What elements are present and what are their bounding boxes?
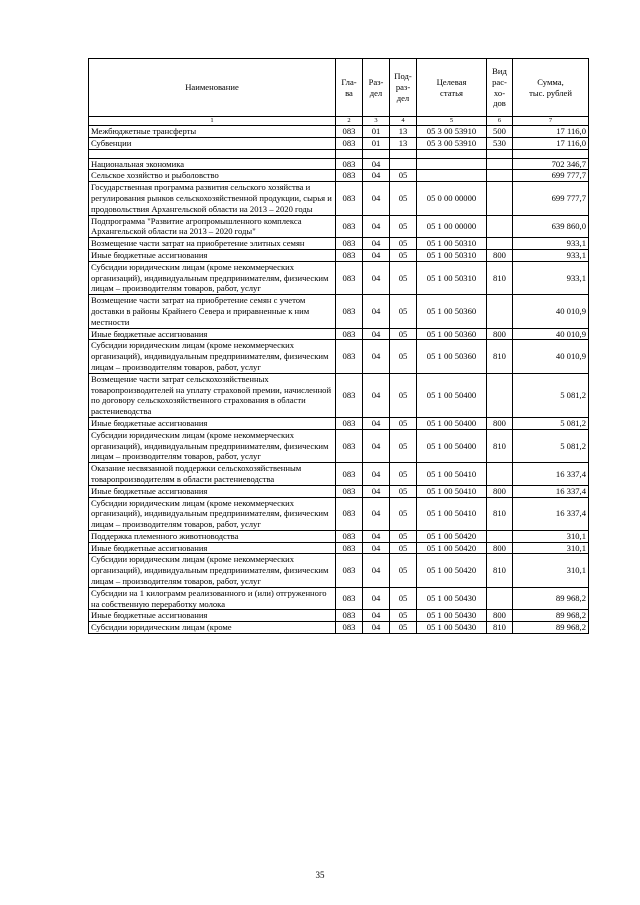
row-section: 04 xyxy=(363,249,390,261)
row-sum: 89 968,2 xyxy=(513,587,589,610)
table-row xyxy=(89,295,589,328)
row-kind: 800 xyxy=(487,249,513,261)
spacer-cell xyxy=(487,149,513,158)
row-target: 05 1 00 50360 xyxy=(417,295,487,328)
row-chapter: 083 xyxy=(336,485,363,497)
row-section: 04 xyxy=(363,497,390,530)
row-name: Возмещение части затрат на приобретение элитных семян xyxy=(89,238,336,250)
row-subsection: 05 xyxy=(390,238,417,250)
row-kind xyxy=(487,530,513,542)
row-target: 05 1 00 50430 xyxy=(417,622,487,634)
row-kind xyxy=(487,158,513,170)
column-number: 5 xyxy=(417,117,487,126)
row-sum: 310,1 xyxy=(513,530,589,542)
row-name: Иные бюджетные ассигнования xyxy=(89,328,336,340)
column-number-row xyxy=(89,117,589,126)
row-kind: 810 xyxy=(487,497,513,530)
header-name: Наименование xyxy=(89,59,336,117)
row-subsection: 05 xyxy=(390,261,417,294)
row-subsection: 05 xyxy=(390,429,417,462)
row-sum: 310,1 xyxy=(513,554,589,587)
column-number: 7 xyxy=(513,117,589,126)
table-row xyxy=(89,485,589,497)
row-name: Иные бюджетные ассигнования xyxy=(89,542,336,554)
row-kind xyxy=(487,182,513,215)
row-subsection: 05 xyxy=(390,497,417,530)
row-target: 05 1 00 50310 xyxy=(417,261,487,294)
row-chapter: 083 xyxy=(336,373,363,417)
row-name: Поддержка племенного животноводства xyxy=(89,530,336,542)
row-chapter: 083 xyxy=(336,249,363,261)
row-section: 04 xyxy=(363,295,390,328)
table-row xyxy=(89,238,589,250)
row-target: 05 1 00 50400 xyxy=(417,417,487,429)
row-name: Возмещение части затрат сельскохозяйственных товаропроизводителей на уплату страховой премии, начисленной по договору сельскохозяйственного страхования в области растениеводства xyxy=(89,373,336,417)
row-section: 04 xyxy=(363,340,390,373)
row-subsection: 05 xyxy=(390,463,417,486)
row-chapter: 083 xyxy=(336,622,363,634)
row-target: 05 1 00 50410 xyxy=(417,463,487,486)
spacer-cell xyxy=(336,149,363,158)
row-subsection: 05 xyxy=(390,485,417,497)
row-chapter: 083 xyxy=(336,542,363,554)
row-subsection: 05 xyxy=(390,622,417,634)
row-sum: 16 337,4 xyxy=(513,463,589,486)
row-sum: 5 081,2 xyxy=(513,429,589,462)
row-section: 04 xyxy=(363,463,390,486)
column-number: 4 xyxy=(390,117,417,126)
table-row xyxy=(89,429,589,462)
row-section: 04 xyxy=(363,429,390,462)
row-chapter: 083 xyxy=(336,261,363,294)
table-row xyxy=(89,328,589,340)
row-subsection: 05 xyxy=(390,554,417,587)
row-target: 05 1 00 00000 xyxy=(417,215,487,238)
row-sum: 16 337,4 xyxy=(513,485,589,497)
row-section: 01 xyxy=(363,126,390,138)
header-section: Раз- дел xyxy=(363,59,390,117)
header-sum: Сумма, тыс. рублей xyxy=(513,59,589,117)
row-name: Субвенции xyxy=(89,137,336,149)
row-section: 04 xyxy=(363,170,390,182)
row-kind: 800 xyxy=(487,328,513,340)
row-target: 05 1 00 50360 xyxy=(417,340,487,373)
spacer-cell xyxy=(417,149,487,158)
row-sum: 40 010,9 xyxy=(513,295,589,328)
table-row xyxy=(89,340,589,373)
row-kind xyxy=(487,215,513,238)
row-sum: 5 081,2 xyxy=(513,373,589,417)
row-target: 05 1 00 50420 xyxy=(417,542,487,554)
row-name: Иные бюджетные ассигнования xyxy=(89,610,336,622)
row-target: 05 1 00 50430 xyxy=(417,610,487,622)
row-chapter: 083 xyxy=(336,170,363,182)
row-name: Субсидии юридическим лицам (кроме некоммерческих организаций), индивидуальным предпринимателям, физическим лицам – производителям товаров, работ, услуг xyxy=(89,261,336,294)
row-kind: 810 xyxy=(487,261,513,294)
table-row xyxy=(89,158,589,170)
row-subsection xyxy=(390,158,417,170)
row-subsection: 05 xyxy=(390,215,417,238)
row-chapter: 083 xyxy=(336,182,363,215)
row-name: Субсидии юридическим лицам (кроме некоммерческих организаций), индивидуальным предпринимателям, физическим лицам – производителям товаров, работ, услуг xyxy=(89,497,336,530)
row-chapter: 083 xyxy=(336,463,363,486)
row-sum: 17 116,0 xyxy=(513,126,589,138)
row-chapter: 083 xyxy=(336,587,363,610)
table-body xyxy=(89,126,589,634)
row-subsection: 05 xyxy=(390,328,417,340)
spacer-cell xyxy=(363,149,390,158)
row-chapter: 083 xyxy=(336,328,363,340)
row-sum: 89 968,2 xyxy=(513,610,589,622)
row-name: Иные бюджетные ассигнования xyxy=(89,249,336,261)
column-number: 1 xyxy=(89,117,336,126)
spacer-cell xyxy=(89,149,336,158)
row-target: 05 1 00 50310 xyxy=(417,249,487,261)
row-kind: 810 xyxy=(487,429,513,462)
column-number: 6 xyxy=(487,117,513,126)
row-name: Субсидии юридическим лицам (кроме xyxy=(89,622,336,634)
row-sum: 699 777,7 xyxy=(513,170,589,182)
row-sum: 17 116,0 xyxy=(513,137,589,149)
row-name: Субсидии юридическим лицам (кроме некоммерческих организаций), индивидуальным предпринимателям, физическим лицам – производителям товаров, работ, услуг xyxy=(89,429,336,462)
row-chapter: 083 xyxy=(336,530,363,542)
row-subsection: 05 xyxy=(390,249,417,261)
budget-table xyxy=(88,58,589,634)
column-number: 2 xyxy=(336,117,363,126)
row-chapter: 083 xyxy=(336,158,363,170)
column-number: 3 xyxy=(363,117,390,126)
table-row xyxy=(89,261,589,294)
row-section: 04 xyxy=(363,610,390,622)
row-section: 04 xyxy=(363,261,390,294)
row-section: 04 xyxy=(363,417,390,429)
row-subsection: 05 xyxy=(390,373,417,417)
row-sum: 933,1 xyxy=(513,249,589,261)
row-chapter: 083 xyxy=(336,417,363,429)
row-name: Субсидии на 1 килограмм реализованного и (или) отгруженного на собственную переработку молока xyxy=(89,587,336,610)
spacer-cell xyxy=(390,149,417,158)
row-sum: 639 860,0 xyxy=(513,215,589,238)
row-subsection: 05 xyxy=(390,587,417,610)
table-row xyxy=(89,373,589,417)
row-name: Иные бюджетные ассигнования xyxy=(89,417,336,429)
row-target: 05 1 00 50400 xyxy=(417,373,487,417)
row-kind xyxy=(487,463,513,486)
row-target: 05 0 00 00000 xyxy=(417,182,487,215)
row-section: 04 xyxy=(363,530,390,542)
table-row xyxy=(89,249,589,261)
row-section: 04 xyxy=(363,238,390,250)
row-section: 04 xyxy=(363,158,390,170)
row-kind xyxy=(487,238,513,250)
header-chapter: Гла- ва xyxy=(336,59,363,117)
row-chapter: 083 xyxy=(336,340,363,373)
table-row xyxy=(89,497,589,530)
row-chapter: 083 xyxy=(336,126,363,138)
row-sum: 933,1 xyxy=(513,238,589,250)
row-subsection: 05 xyxy=(390,340,417,373)
page-number: 35 xyxy=(315,870,325,880)
row-subsection: 13 xyxy=(390,137,417,149)
row-section: 04 xyxy=(363,554,390,587)
row-chapter: 083 xyxy=(336,497,363,530)
row-chapter: 083 xyxy=(336,137,363,149)
row-subsection: 05 xyxy=(390,542,417,554)
spacer-cell xyxy=(513,149,589,158)
row-target: 05 1 00 50360 xyxy=(417,328,487,340)
table-row xyxy=(89,137,589,149)
row-subsection: 05 xyxy=(390,182,417,215)
row-chapter: 083 xyxy=(336,238,363,250)
row-section: 04 xyxy=(363,485,390,497)
table-row xyxy=(89,463,589,486)
row-target: 05 1 00 50420 xyxy=(417,530,487,542)
row-name: Возмещение части затрат на приобретение семян с учетом доставки в районы Крайнего Севера и приравненные к ним местности xyxy=(89,295,336,328)
row-chapter: 083 xyxy=(336,215,363,238)
row-subsection: 05 xyxy=(390,417,417,429)
row-subsection: 13 xyxy=(390,126,417,138)
table-row xyxy=(89,542,589,554)
header-kind: Вид рас- хо- дов xyxy=(487,59,513,117)
row-target xyxy=(417,170,487,182)
table-row xyxy=(89,622,589,634)
row-name: Государственная программа развития сельского хозяйства и регулирования рынков сельскохозяйственной продукции, сырья и продовольствия Архангельской области на 2013 – 2020 годы xyxy=(89,182,336,215)
row-kind: 800 xyxy=(487,610,513,622)
row-name: Оказание несвязанной поддержки сельскохозяйственным товаропроизводителям в области растениеводства xyxy=(89,463,336,486)
row-sum: 702 346,7 xyxy=(513,158,589,170)
row-chapter: 083 xyxy=(336,610,363,622)
row-kind: 800 xyxy=(487,485,513,497)
table-row xyxy=(89,126,589,138)
row-sum: 40 010,9 xyxy=(513,340,589,373)
table-row xyxy=(89,182,589,215)
table-row xyxy=(89,587,589,610)
row-kind xyxy=(487,170,513,182)
spacer-row xyxy=(89,149,589,158)
row-target: 05 1 00 50400 xyxy=(417,429,487,462)
row-subsection: 05 xyxy=(390,530,417,542)
table-row xyxy=(89,215,589,238)
row-kind xyxy=(487,373,513,417)
row-section: 04 xyxy=(363,373,390,417)
row-kind: 500 xyxy=(487,126,513,138)
row-kind: 800 xyxy=(487,417,513,429)
row-subsection: 05 xyxy=(390,170,417,182)
row-kind: 810 xyxy=(487,554,513,587)
table-row xyxy=(89,417,589,429)
table-row xyxy=(89,530,589,542)
row-name: Межбюджетные трансферты xyxy=(89,126,336,138)
row-target: 05 1 00 50310 xyxy=(417,238,487,250)
row-subsection: 05 xyxy=(390,295,417,328)
header-row xyxy=(89,59,589,117)
row-section: 04 xyxy=(363,587,390,610)
row-sum: 699 777,7 xyxy=(513,182,589,215)
row-chapter: 083 xyxy=(336,554,363,587)
row-target: 05 3 00 53910 xyxy=(417,137,487,149)
row-sum: 40 010,9 xyxy=(513,328,589,340)
header-subsection: Под- раз- дел xyxy=(390,59,417,117)
row-sum: 933,1 xyxy=(513,261,589,294)
row-name: Подпрограмма "Развитие агропромышленного комплекса Архангельской области на 2013 – 2020 годы" xyxy=(89,215,336,238)
table-row xyxy=(89,610,589,622)
row-target xyxy=(417,158,487,170)
row-name: Сельское хозяйство и рыболовство xyxy=(89,170,336,182)
row-kind xyxy=(487,295,513,328)
row-name: Иные бюджетные ассигнования xyxy=(89,485,336,497)
row-target: 05 1 00 50420 xyxy=(417,554,487,587)
row-kind: 810 xyxy=(487,340,513,373)
row-kind: 800 xyxy=(487,542,513,554)
row-target: 05 1 00 50430 xyxy=(417,587,487,610)
row-name: Национальная экономика xyxy=(89,158,336,170)
row-sum: 16 337,4 xyxy=(513,497,589,530)
row-target: 05 3 00 53910 xyxy=(417,126,487,138)
row-subsection: 05 xyxy=(390,610,417,622)
row-kind xyxy=(487,587,513,610)
row-section: 04 xyxy=(363,215,390,238)
row-kind: 530 xyxy=(487,137,513,149)
row-sum: 310,1 xyxy=(513,542,589,554)
row-sum: 89 968,2 xyxy=(513,622,589,634)
row-section: 01 xyxy=(363,137,390,149)
row-section: 04 xyxy=(363,182,390,215)
row-target: 05 1 00 50410 xyxy=(417,497,487,530)
row-sum: 5 081,2 xyxy=(513,417,589,429)
row-kind: 810 xyxy=(487,622,513,634)
table-row xyxy=(89,554,589,587)
row-chapter: 083 xyxy=(336,429,363,462)
row-name: Субсидии юридическим лицам (кроме некоммерческих организаций), индивидуальным предпринимателям, физическим лицам – производителям товаров, работ, услуг xyxy=(89,554,336,587)
row-section: 04 xyxy=(363,542,390,554)
row-target: 05 1 00 50410 xyxy=(417,485,487,497)
row-chapter: 083 xyxy=(336,295,363,328)
row-section: 04 xyxy=(363,328,390,340)
table-row xyxy=(89,170,589,182)
row-name: Субсидии юридическим лицам (кроме некоммерческих организаций), индивидуальным предпринимателям, физическим лицам – производителям товаров, работ, услуг xyxy=(89,340,336,373)
row-section: 04 xyxy=(363,622,390,634)
header-target: Целевая статья xyxy=(417,59,487,117)
